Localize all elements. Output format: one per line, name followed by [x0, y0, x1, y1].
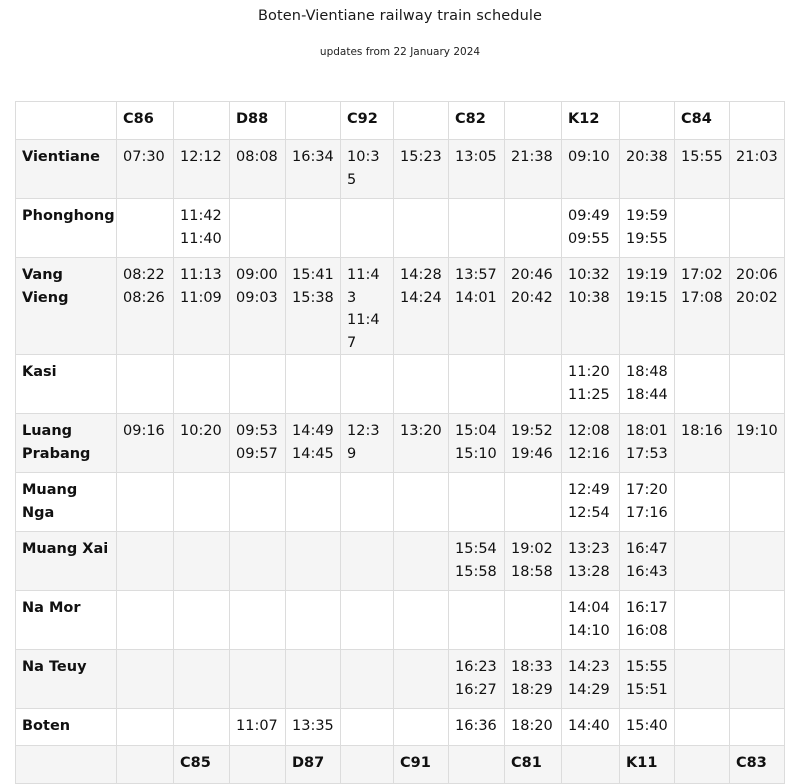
time-cell	[117, 591, 174, 650]
arrival-time: 16:23	[455, 659, 497, 675]
time-cell	[117, 650, 174, 709]
time-cell	[286, 532, 341, 591]
arrival-time: 18:16	[681, 423, 723, 439]
time-cell	[675, 591, 730, 650]
train-number-cell: C92	[341, 102, 394, 140]
time-cell	[117, 199, 174, 258]
time-cell	[730, 650, 785, 709]
time-cell	[286, 709, 341, 746]
train-number-cell	[117, 746, 174, 784]
time-cell	[505, 532, 562, 591]
arrival-time: 12:08	[568, 423, 610, 439]
time-cell	[562, 709, 620, 746]
train-number-cell: D87	[286, 746, 341, 784]
departure-time: 14:29	[568, 681, 610, 698]
time-cell	[174, 473, 230, 532]
time-cell	[394, 709, 449, 746]
time-cell	[286, 650, 341, 709]
time-cell	[675, 473, 730, 532]
arrival-time: 07:30	[123, 149, 165, 165]
departure-time: 15:10	[455, 445, 497, 462]
departure-time: 17:16	[626, 504, 668, 521]
time-cell	[230, 709, 286, 746]
arrival-time: 13:23	[568, 541, 610, 557]
departure-time: 15:38	[292, 289, 334, 306]
departure-time: 19:46	[511, 445, 553, 462]
page-subtitle: updates from 22 January 2024	[319, 46, 481, 58]
train-footer-row	[16, 746, 785, 784]
arrival-time: 19:02	[511, 541, 553, 557]
arrival-time: 14:23	[568, 659, 610, 675]
arrival-time: 12:12	[180, 149, 222, 165]
time-cell	[562, 355, 620, 414]
station-name-cell: Na Mor	[16, 591, 117, 650]
time-cell	[117, 532, 174, 591]
departure-time: 15:58	[455, 563, 497, 580]
time-cell	[341, 140, 394, 199]
time-cell	[675, 414, 730, 473]
arrival-time: 14:04	[568, 600, 610, 616]
time-cell	[394, 199, 449, 258]
time-cell	[562, 650, 620, 709]
train-number-cell	[675, 746, 730, 784]
train-number-cell	[730, 102, 785, 140]
station-name-cell: Kasi	[16, 355, 117, 414]
station-name-cell: Vientiane	[16, 140, 117, 199]
time-cell	[449, 355, 505, 414]
departure-time: 14:10	[568, 622, 610, 639]
time-cell	[286, 140, 341, 199]
time-cell	[174, 199, 230, 258]
time-cell	[620, 591, 675, 650]
time-cell	[394, 532, 449, 591]
train-number-cell	[620, 102, 675, 140]
departure-time: 20:42	[511, 289, 553, 306]
station-row	[16, 591, 785, 650]
arrival-time: 15:55	[681, 149, 723, 165]
time-cell	[730, 532, 785, 591]
time-cell	[230, 140, 286, 199]
train-number-cell: C81	[505, 746, 562, 784]
arrival-time: 19:10	[736, 423, 778, 439]
arrival-time: 09:10	[568, 149, 610, 165]
arrival-time: 21:38	[511, 149, 553, 165]
station-row	[16, 199, 785, 258]
departure-time: 11:47	[347, 312, 380, 351]
arrival-time: 16:36	[455, 718, 497, 734]
train-number-cell	[394, 102, 449, 140]
arrival-time: 13:35	[292, 718, 334, 734]
arrival-time: 13:05	[455, 149, 497, 165]
departure-time: 09:03	[236, 289, 278, 306]
time-cell	[620, 199, 675, 258]
time-cell	[286, 414, 341, 473]
departure-time: 09:57	[236, 445, 278, 462]
time-cell	[341, 258, 394, 355]
arrival-time: 12:49	[568, 482, 610, 498]
arrival-time: 18:01	[626, 423, 668, 439]
time-cell	[562, 473, 620, 532]
time-cell	[449, 199, 505, 258]
time-cell	[675, 258, 730, 355]
arrival-time: 09:49	[568, 208, 610, 224]
time-cell	[174, 709, 230, 746]
arrival-time: 19:52	[511, 423, 553, 439]
time-cell	[620, 709, 675, 746]
arrival-time: 17:20	[626, 482, 668, 498]
time-cell	[505, 199, 562, 258]
time-cell	[620, 473, 675, 532]
departure-time: 19:55	[626, 230, 668, 247]
arrival-time: 18:33	[511, 659, 553, 675]
time-cell	[675, 199, 730, 258]
train-number-cell: C86	[117, 102, 174, 140]
time-cell	[675, 355, 730, 414]
time-cell	[117, 473, 174, 532]
time-cell	[505, 709, 562, 746]
time-cell	[730, 355, 785, 414]
arrival-time: 11:07	[236, 718, 278, 734]
departure-time: 11:09	[180, 289, 222, 306]
time-cell	[562, 199, 620, 258]
time-cell	[230, 355, 286, 414]
time-cell	[505, 140, 562, 199]
time-cell	[341, 709, 394, 746]
arrival-time: 13:20	[400, 423, 442, 439]
departure-time: 19:15	[626, 289, 668, 306]
arrival-time: 21:03	[736, 149, 778, 165]
station-row	[16, 140, 785, 199]
station-name-cell: Na Teuy	[16, 650, 117, 709]
time-cell	[449, 414, 505, 473]
arrival-time: 09:00	[236, 267, 278, 283]
time-cell	[394, 258, 449, 355]
train-number-cell: C83	[730, 746, 785, 784]
time-cell	[620, 140, 675, 199]
time-cell	[730, 709, 785, 746]
time-cell	[449, 258, 505, 355]
station-name-cell: Phonghong	[16, 199, 117, 258]
train-number-cell	[230, 746, 286, 784]
time-cell	[675, 140, 730, 199]
time-cell	[505, 258, 562, 355]
time-cell	[230, 199, 286, 258]
time-cell	[341, 473, 394, 532]
station-row	[16, 414, 785, 473]
arrival-time: 11:43	[347, 267, 380, 306]
arrival-time: 15:04	[455, 423, 497, 439]
time-cell	[505, 414, 562, 473]
time-cell	[286, 473, 341, 532]
time-cell	[675, 709, 730, 746]
time-cell	[286, 199, 341, 258]
train-number-cell: C85	[174, 746, 230, 784]
time-cell	[730, 258, 785, 355]
time-cell	[730, 414, 785, 473]
departure-time: 11:25	[568, 386, 610, 403]
arrival-time: 08:08	[236, 149, 278, 165]
time-cell	[562, 591, 620, 650]
arrival-time: 11:42	[180, 208, 222, 224]
arrival-time: 09:16	[123, 423, 165, 439]
time-cell	[449, 591, 505, 650]
time-cell	[117, 414, 174, 473]
time-cell	[505, 355, 562, 414]
time-cell	[394, 414, 449, 473]
arrival-time: 20:46	[511, 267, 553, 283]
arrival-time: 11:13	[180, 267, 222, 283]
time-cell	[730, 199, 785, 258]
time-cell	[117, 709, 174, 746]
departure-time: 09:55	[568, 230, 610, 247]
arrival-time: 16:47	[626, 541, 668, 557]
time-cell	[117, 355, 174, 414]
arrival-time: 15:40	[626, 718, 668, 734]
arrival-time: 16:17	[626, 600, 668, 616]
time-cell	[394, 355, 449, 414]
time-cell	[117, 140, 174, 199]
arrival-time: 09:53	[236, 423, 278, 439]
arrival-time: 16:34	[292, 149, 334, 165]
arrival-time: 20:06	[736, 267, 778, 283]
time-cell	[449, 532, 505, 591]
time-cell	[730, 140, 785, 199]
time-cell	[394, 140, 449, 199]
time-cell	[174, 591, 230, 650]
station-row	[16, 650, 785, 709]
arrival-time: 10:32	[568, 267, 610, 283]
time-cell	[394, 650, 449, 709]
arrival-time: 10:35	[347, 149, 380, 188]
train-number-cell: K12	[562, 102, 620, 140]
arrival-time: 14:28	[400, 267, 442, 283]
arrival-time: 15:23	[400, 149, 442, 165]
time-cell	[230, 414, 286, 473]
time-cell	[341, 414, 394, 473]
corner-cell	[16, 102, 117, 140]
time-cell	[562, 414, 620, 473]
time-cell	[230, 532, 286, 591]
station-name-cell: Vang Vieng	[16, 258, 117, 355]
time-cell	[341, 199, 394, 258]
time-cell	[117, 258, 174, 355]
arrival-time: 13:57	[455, 267, 497, 283]
time-cell	[174, 355, 230, 414]
time-cell	[505, 591, 562, 650]
station-row	[16, 709, 785, 746]
departure-time: 12:16	[568, 445, 610, 462]
arrival-time: 19:19	[626, 267, 668, 283]
time-cell	[341, 591, 394, 650]
time-cell	[174, 650, 230, 709]
time-cell	[620, 532, 675, 591]
departure-time: 13:28	[568, 563, 610, 580]
departure-time: 17:08	[681, 289, 723, 306]
train-number-cell	[449, 746, 505, 784]
train-number-cell: D88	[230, 102, 286, 140]
arrival-time: 12:39	[347, 423, 380, 462]
arrival-time: 18:48	[626, 364, 668, 380]
time-cell	[449, 473, 505, 532]
time-cell	[449, 709, 505, 746]
station-row	[16, 473, 785, 532]
arrival-time: 15:54	[455, 541, 497, 557]
time-cell	[562, 532, 620, 591]
arrival-time: 10:20	[180, 423, 222, 439]
page-title: Boten-Vientiane railway train schedule	[257, 8, 543, 24]
departure-time: 08:26	[123, 289, 165, 306]
time-cell	[174, 532, 230, 591]
departure-time: 17:53	[626, 445, 668, 462]
arrival-time: 14:40	[568, 718, 610, 734]
station-row	[16, 532, 785, 591]
station-row	[16, 258, 785, 355]
time-cell	[174, 258, 230, 355]
departure-time: 10:38	[568, 289, 610, 306]
train-number-cell: C82	[449, 102, 505, 140]
train-number-cell: C84	[675, 102, 730, 140]
train-number-cell: K11	[620, 746, 675, 784]
departure-time: 18:29	[511, 681, 553, 698]
time-cell	[174, 140, 230, 199]
time-cell	[394, 591, 449, 650]
departure-time: 11:40	[180, 230, 222, 247]
departure-time: 20:02	[736, 289, 778, 306]
arrival-time: 20:38	[626, 149, 668, 165]
time-cell	[230, 473, 286, 532]
time-cell	[286, 258, 341, 355]
time-cell	[230, 591, 286, 650]
time-cell	[286, 355, 341, 414]
train-number-cell	[341, 746, 394, 784]
arrival-time: 15:55	[626, 659, 668, 675]
departure-time: 14:24	[400, 289, 442, 306]
time-cell	[620, 258, 675, 355]
time-cell	[505, 473, 562, 532]
time-cell	[230, 650, 286, 709]
arrival-time: 19:59	[626, 208, 668, 224]
arrival-time: 14:49	[292, 423, 334, 439]
train-header-row	[16, 102, 785, 140]
time-cell	[230, 258, 286, 355]
arrival-time: 18:20	[511, 718, 553, 734]
station-name-cell: Muang Xai	[16, 532, 117, 591]
arrival-time: 17:02	[681, 267, 723, 283]
time-cell	[505, 650, 562, 709]
station-name-cell: Boten	[16, 709, 117, 746]
arrival-time: 11:20	[568, 364, 610, 380]
station-name-cell: Muang Nga	[16, 473, 117, 532]
corner-cell	[16, 746, 117, 784]
time-cell	[730, 473, 785, 532]
time-cell	[620, 650, 675, 709]
time-cell	[394, 473, 449, 532]
departure-time: 14:45	[292, 445, 334, 462]
time-cell	[341, 532, 394, 591]
time-cell	[620, 355, 675, 414]
train-schedule-table	[15, 101, 785, 784]
time-cell	[341, 650, 394, 709]
time-cell	[730, 591, 785, 650]
departure-time: 18:58	[511, 563, 553, 580]
station-row	[16, 355, 785, 414]
time-cell	[174, 414, 230, 473]
time-cell	[675, 532, 730, 591]
departure-time: 16:08	[626, 622, 668, 639]
departure-time: 18:44	[626, 386, 668, 403]
departure-time: 15:51	[626, 681, 668, 698]
time-cell	[286, 591, 341, 650]
station-name-cell: Luang Prabang	[16, 414, 117, 473]
time-cell	[562, 140, 620, 199]
departure-time: 14:01	[455, 289, 497, 306]
train-number-cell	[174, 102, 230, 140]
arrival-time: 08:22	[123, 267, 165, 283]
time-cell	[341, 355, 394, 414]
arrival-time: 15:41	[292, 267, 334, 283]
time-cell	[449, 650, 505, 709]
departure-time: 12:54	[568, 504, 610, 521]
train-number-cell	[562, 746, 620, 784]
train-number-cell	[286, 102, 341, 140]
time-cell	[562, 258, 620, 355]
train-number-cell: C91	[394, 746, 449, 784]
departure-time: 16:27	[455, 681, 497, 698]
time-cell	[449, 140, 505, 199]
time-cell	[620, 414, 675, 473]
time-cell	[675, 650, 730, 709]
train-number-cell	[505, 102, 562, 140]
departure-time: 16:43	[626, 563, 668, 580]
